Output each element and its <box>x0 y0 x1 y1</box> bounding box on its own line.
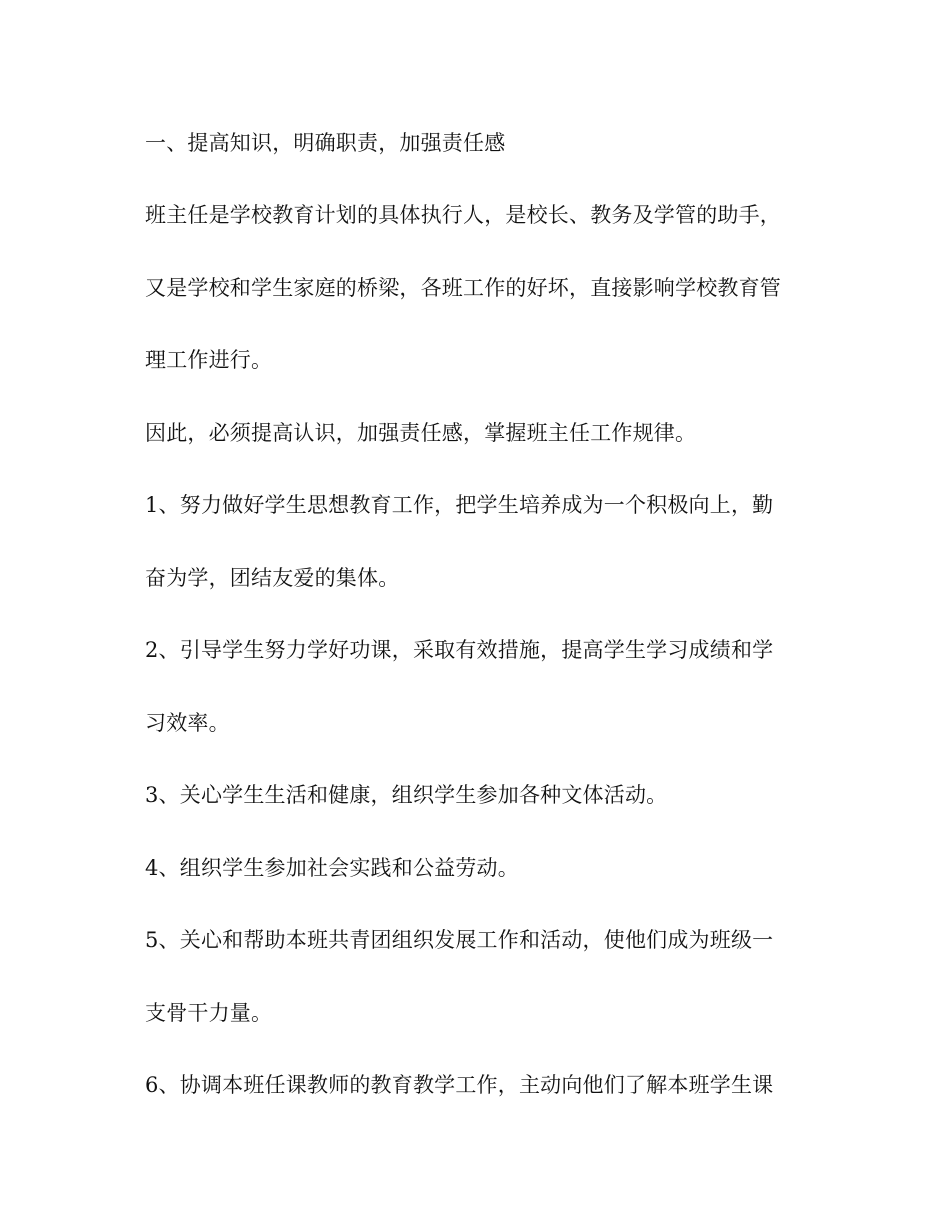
list-item-line: 1、努力做好学生思想教育工作，把学生培养成为一个积极向上，勤 <box>145 493 774 517</box>
list-item-line: 2、引导学生努力学好功课，采取有效措施，提高学生学习成绩和学 <box>145 638 774 662</box>
list-item-line: 支骨干力量。 <box>145 1001 273 1025</box>
list-item-line: 5、关心和帮助本班共青团组织发展工作和活动，使他们成为班级一 <box>145 928 774 952</box>
list-item-line: 4、组织学生参加社会实践和公益劳动。 <box>145 856 519 880</box>
list-item-line: 6、协调本班任课教师的教育教学工作，主动向他们了解本班学生课 <box>145 1073 774 1097</box>
list-item-line: 习效率。 <box>145 711 230 735</box>
list-item-line: 3、关心学生生活和健康，组织学生参加各种文体活动。 <box>145 783 668 807</box>
paragraph-line: 又是学校和学生家庭的桥梁，各班工作的好坏，直接影响学校教育管 <box>145 276 781 300</box>
paragraph-line: 因此，必须提高认识，加强责任感，掌握班主任工作规律。 <box>145 421 697 445</box>
list-item-line: 奋为学，团结友爱的集体。 <box>145 566 400 590</box>
section-heading: 一、提高知识，明确职责，加强责任感 <box>145 131 506 155</box>
paragraph-line: 班主任是学校教育计划的具体执行人，是校长、教务及学管的助手， <box>145 203 781 227</box>
paragraph-line: 理工作进行。 <box>145 348 273 372</box>
